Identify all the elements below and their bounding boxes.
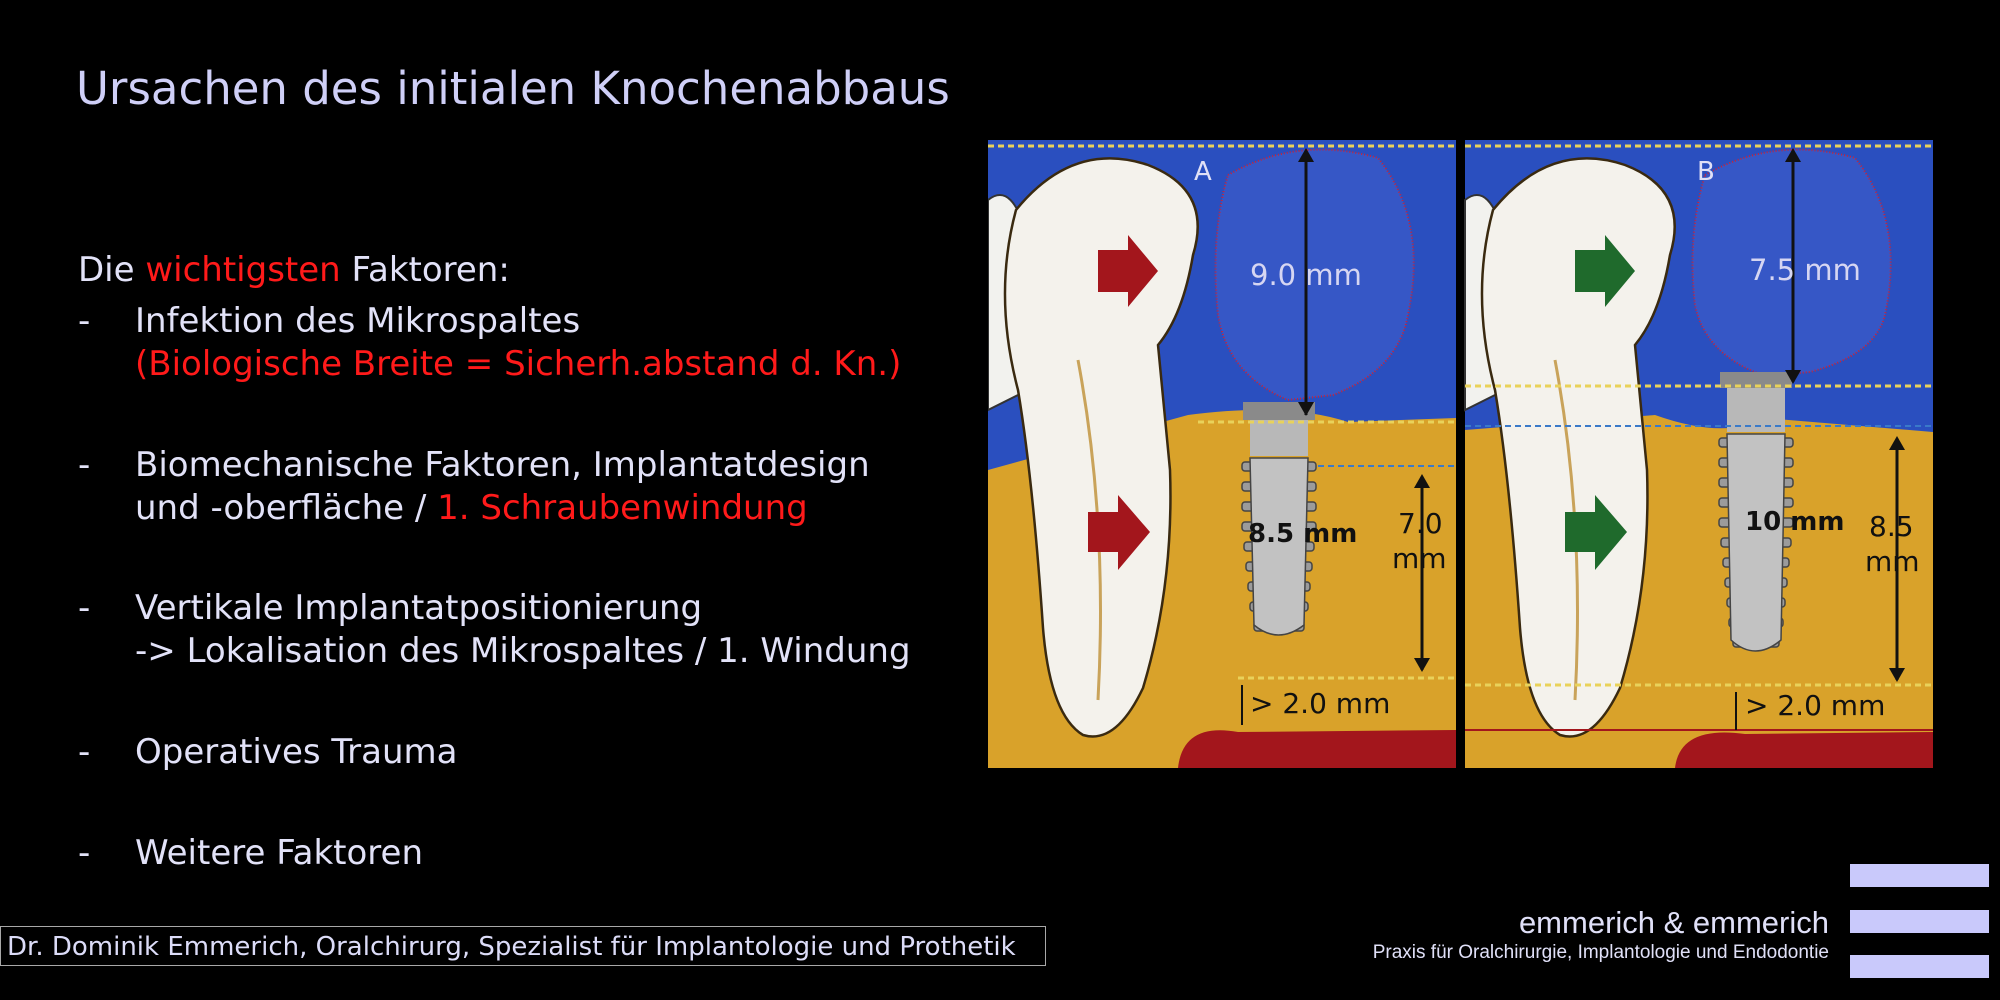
implant-length-label: 10 mm [1745, 507, 1845, 537]
list-dash: - [78, 588, 91, 628]
implant-body-b [1727, 434, 1785, 651]
item-line-red: (Biologische Breite = Sicherh.abstand d. Kn.) [135, 344, 902, 384]
implant-comparison-figure [988, 140, 1933, 768]
factors-intro [78, 250, 510, 290]
list-dash: - [78, 833, 91, 873]
item-line: Infektion des Mikrospaltes [135, 301, 581, 341]
min-distance-label: > 2.0 mm [1745, 689, 1886, 722]
list-dash: - [78, 732, 91, 772]
item-line: Biomechanische Faktoren, Implantatdesign [135, 445, 870, 485]
min-distance-label: > 2.0 mm [1250, 687, 1391, 720]
intro-after: Faktoren: [340, 250, 510, 290]
intro-before: Die [78, 250, 146, 290]
panel-a [988, 140, 1456, 768]
item-line-red: 1. Schraubenwindung [437, 488, 808, 528]
item-line: Weitere Faktoren [135, 833, 423, 873]
list-dash: - [78, 445, 91, 485]
logo-bar [1850, 910, 1989, 933]
bone-base [1178, 730, 1456, 768]
panel-label: B [1697, 157, 1715, 187]
bone-height-value: 8.5 [1869, 510, 1914, 543]
panel-b [1465, 140, 1933, 768]
item-line: Operatives Trauma [135, 732, 458, 772]
panel-divider [1456, 140, 1463, 768]
crown-height-label: 9.0 mm [1250, 258, 1362, 292]
implant-neck [1250, 420, 1308, 456]
bone-height-value: 7.0 [1398, 507, 1443, 540]
list-dash: - [78, 301, 91, 341]
item-line: Vertikale Implantatpositionierung [135, 588, 703, 628]
item-line-plain: und -oberfläche / [135, 488, 438, 528]
bone-base [1675, 732, 1933, 768]
bone-height-unit: mm [1865, 545, 1920, 578]
brand-subtitle: Praxis für Oralchirurgie, Implantologie und Endodontie [1372, 942, 1829, 963]
implant-length-label: 8.5 mm [1248, 519, 1358, 549]
item-line-plain: -> Lokalisation des Mikrospaltes / 1. Windung [135, 631, 911, 671]
slide-title: Ursachen des initialen Knochenabbaus [76, 62, 950, 115]
author-footer: Dr. Dominik Emmerich, Oralchirurg, Spezialist für Implantologie und Prothetik [0, 926, 1046, 966]
logo-bar [1850, 955, 1989, 978]
panel-label: A [1194, 157, 1212, 187]
brand-name: emmerich & emmerich [1518, 905, 1829, 940]
logo-bar [1850, 864, 1989, 887]
crown-height-label: 7.5 mm [1749, 253, 1861, 287]
bone-height-unit: mm [1392, 542, 1447, 575]
intro-highlight: wichtigsten [145, 250, 341, 290]
